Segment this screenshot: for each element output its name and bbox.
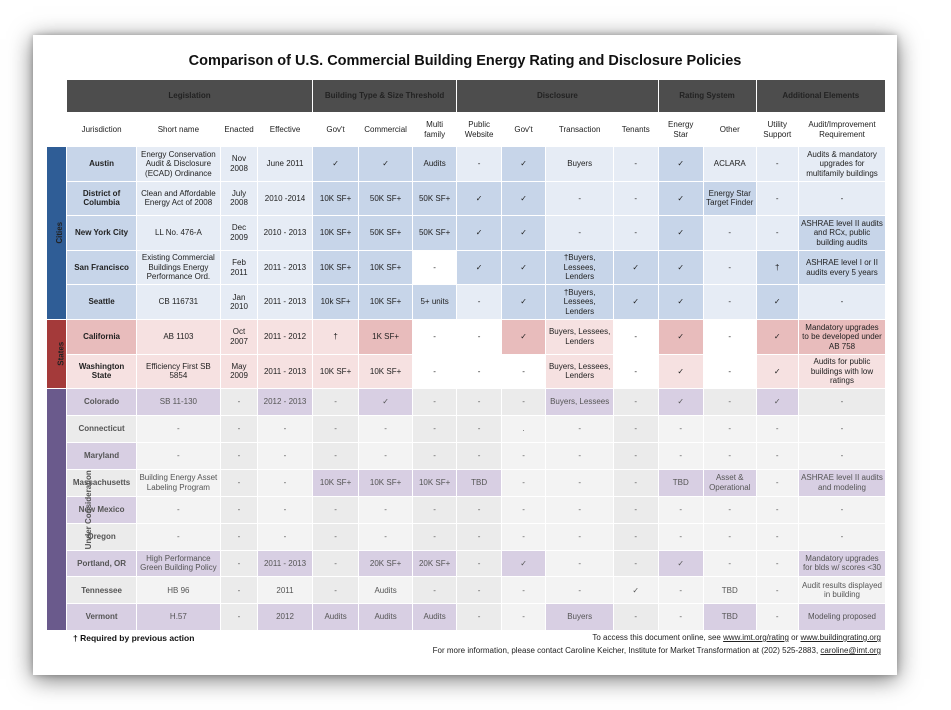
cell-energy-star: ✓ <box>658 181 703 216</box>
table-row <box>47 496 886 523</box>
table-row <box>47 469 886 496</box>
cell-multifamily: - <box>412 416 456 443</box>
group-disclosure: Disclosure <box>457 80 658 113</box>
cell-utility-support: - <box>756 523 798 550</box>
cell-tenants: - <box>614 389 659 416</box>
cell-energy-star: - <box>658 496 703 523</box>
cell-govt: 10K SF+ <box>312 469 358 496</box>
table-row <box>47 354 886 389</box>
cell-energy-star: ✓ <box>658 550 703 577</box>
cell-public-website: ✓ <box>457 250 501 285</box>
contact-email-link[interactable]: caroline@imt.org <box>820 646 881 655</box>
cell-effective: - <box>258 416 313 443</box>
cell-jurisdiction: Vermont <box>67 604 137 631</box>
cell-effective: - <box>258 496 313 523</box>
cell-utility-support: - <box>756 577 798 604</box>
cell-govt: - <box>312 496 358 523</box>
cell-public-website: - <box>457 604 501 631</box>
section-label: Under Consideration <box>83 470 93 550</box>
cell-public-website: - <box>457 496 501 523</box>
cell-audit-requirement: - <box>798 523 885 550</box>
section-under-consideration <box>47 389 93 631</box>
cell-other: ACLARA <box>703 147 756 182</box>
cell-disclosure-govt: ✓ <box>501 285 545 320</box>
cell-govt: ✓ <box>312 147 358 182</box>
cell-audit-requirement: - <box>798 442 885 469</box>
col-commercial: Commercial <box>359 113 413 147</box>
cell-transaction: - <box>546 496 614 523</box>
cell-multifamily: - <box>412 496 456 523</box>
cell-effective: 2011 - 2013 <box>258 250 313 285</box>
col-audit-requirement: Audit/Improvement Requirement <box>798 113 885 147</box>
cell-commercial: 20K SF+ <box>359 550 413 577</box>
table-row <box>47 416 886 443</box>
cell-disclosure-govt: ✓ <box>501 147 545 182</box>
cell-other: TBD <box>703 604 756 631</box>
cell-enacted: - <box>220 496 257 523</box>
cell-effective: 2011 - 2012 <box>258 319 313 354</box>
cell-tenants: - <box>614 147 659 182</box>
table-row <box>47 442 886 469</box>
cell-commercial: Audits <box>359 604 413 631</box>
cell-enacted: - <box>220 389 257 416</box>
cell-other: - <box>703 354 756 389</box>
col-utility-support: Utility Support <box>756 113 798 147</box>
cell-other: - <box>703 442 756 469</box>
cell-govt: 10k SF+ <box>312 285 358 320</box>
cell-enacted: Feb 2011 <box>220 250 257 285</box>
cell-commercial: 10K SF+ <box>359 354 413 389</box>
cell-energy-star: TBD <box>658 469 703 496</box>
cell-multifamily: Audits <box>412 147 456 182</box>
col-other: Other <box>703 113 756 147</box>
cell-utility-support: ✓ <box>756 285 798 320</box>
cell-utility-support: - <box>756 416 798 443</box>
cell-jurisdiction: Washington State <box>67 354 137 389</box>
cell-govt: Audits <box>312 604 358 631</box>
cell-commercial: Audits <box>359 577 413 604</box>
cell-govt: - <box>312 550 358 577</box>
cell-public-website: - <box>457 523 501 550</box>
cell-short-name: LL No. 476-A <box>136 216 220 251</box>
cell-tenants: - <box>614 319 659 354</box>
cell-transaction: - <box>546 181 614 216</box>
cell-public-website: - <box>457 147 501 182</box>
cell-short-name: Efficiency First SB 5854 <box>136 354 220 389</box>
cell-commercial: - <box>359 416 413 443</box>
contact-line <box>433 646 881 655</box>
cell-audit-requirement: ASHRAE level II audits and RCx, public building audits <box>798 216 885 251</box>
cell-public-website: - <box>457 577 501 604</box>
group-legislation: Legislation <box>67 80 313 113</box>
cell-energy-star: ✓ <box>658 285 703 320</box>
access-text: To access this document online, see <box>592 633 721 642</box>
cell-jurisdiction: New York City <box>67 216 137 251</box>
cell-disclosure-govt: - <box>501 496 545 523</box>
cell-multifamily: Audits <box>412 604 456 631</box>
cell-govt: † <box>312 319 358 354</box>
cell-multifamily: - <box>412 577 456 604</box>
document-page <box>33 35 897 675</box>
cell-energy-star: ✓ <box>658 354 703 389</box>
cell-enacted: Jan 2010 <box>220 285 257 320</box>
cell-enacted: July 2008 <box>220 181 257 216</box>
cell-short-name: CB 116731 <box>136 285 220 320</box>
cell-effective: 2011 - 2013 <box>258 285 313 320</box>
cell-public-website: - <box>457 389 501 416</box>
cell-multifamily: - <box>412 523 456 550</box>
cell-public-website: - <box>457 319 501 354</box>
cell-audit-requirement: Audit results displayed in building <box>798 577 885 604</box>
table-row <box>47 604 886 631</box>
cell-jurisdiction: Maryland <box>67 442 137 469</box>
cell-jurisdiction: Colorado <box>67 389 137 416</box>
cell-effective: - <box>258 469 313 496</box>
col-jurisdiction: Jurisdiction <box>67 113 137 147</box>
cell-commercial: - <box>359 496 413 523</box>
cell-jurisdiction: Connecticut <box>67 416 137 443</box>
cell-short-name: - <box>136 442 220 469</box>
cell-other: - <box>703 523 756 550</box>
cell-tenants: ✓ <box>614 285 659 320</box>
page-title: Comparison of U.S. Commercial Building Energy Rating and Disclosure Policies <box>188 53 742 69</box>
cell-utility-support: - <box>756 550 798 577</box>
col-tenants: Tenants <box>614 113 659 147</box>
cell-short-name: Existing Commercial Buildings Energy Performance Ord. <box>136 250 220 285</box>
cell-energy-star: - <box>658 442 703 469</box>
cell-govt: - <box>312 389 358 416</box>
cell-effective: June 2011 <box>258 147 313 182</box>
cell-audit-requirement: - <box>798 496 885 523</box>
cell-public-website: - <box>457 416 501 443</box>
group-additional-elements: Additional Elements <box>756 80 885 113</box>
footnote: † Required by previous action <box>73 633 195 643</box>
cell-transaction: Buyers <box>546 147 614 182</box>
cell-short-name: AB 1103 <box>136 319 220 354</box>
cell-govt: 10K SF+ <box>312 181 358 216</box>
cell-multifamily: - <box>412 389 456 416</box>
cell-audit-requirement: - <box>798 416 885 443</box>
cell-effective: - <box>258 442 313 469</box>
cell-effective: 2010 - 2013 <box>258 216 313 251</box>
subheader-corner <box>47 113 67 147</box>
cell-other: - <box>703 389 756 416</box>
cell-utility-support: - <box>756 496 798 523</box>
cell-short-name: Clean and Affordable Energy Act of 2008 <box>136 181 220 216</box>
cell-utility-support: - <box>756 604 798 631</box>
cell-jurisdiction: California <box>67 319 137 354</box>
cell-transaction: - <box>546 523 614 550</box>
cell-effective: 2012 <box>258 604 313 631</box>
cell-public-website: ✓ <box>457 181 501 216</box>
cell-enacted: - <box>220 469 257 496</box>
cell-tenants: - <box>614 523 659 550</box>
table-body <box>47 147 886 631</box>
cell-disclosure-govt: - <box>501 389 545 416</box>
cell-transaction: - <box>546 442 614 469</box>
cell-short-name: - <box>136 523 220 550</box>
col-multifamily: Multi family <box>412 113 456 147</box>
cell-short-name: HB 96 <box>136 577 220 604</box>
cell-enacted: - <box>220 577 257 604</box>
cell-transaction: Buyers, Lessees <box>546 389 614 416</box>
section-states <box>47 319 67 388</box>
cell-multifamily: - <box>412 354 456 389</box>
contact-text: For more information, please contact Caroline Keicher, Institute for Market Transformation at (202) 525-2883, <box>432 646 819 655</box>
col-short-name: Short name <box>136 113 220 147</box>
cell-jurisdiction: Austin <box>67 147 137 182</box>
col-effective: Effective <box>258 113 313 147</box>
cell-audit-requirement: Modeling proposed <box>798 604 885 631</box>
cell-energy-star: - <box>658 604 703 631</box>
cell-commercial: 10K SF+ <box>359 250 413 285</box>
cell-tenants: - <box>614 469 659 496</box>
cell-tenants: ✓ <box>614 250 659 285</box>
cell-energy-star: ✓ <box>658 389 703 416</box>
cell-transaction: Buyers <box>546 604 614 631</box>
access-line <box>592 633 881 642</box>
cell-disclosure-govt: ✓ <box>501 550 545 577</box>
cell-jurisdiction: New Mexico <box>67 496 137 523</box>
cell-other: - <box>703 416 756 443</box>
cell-effective: 2011 - 2013 <box>258 354 313 389</box>
cell-jurisdiction: Tennessee <box>67 577 137 604</box>
cell-public-website: TBD <box>457 469 501 496</box>
cell-commercial: 1K SF+ <box>359 319 413 354</box>
cell-tenants: - <box>614 354 659 389</box>
cell-multifamily: 50K SF+ <box>412 181 456 216</box>
cell-audit-requirement: - <box>798 389 885 416</box>
cell-transaction: Buyers, Lessees, Lenders <box>546 319 614 354</box>
cell-transaction: - <box>546 577 614 604</box>
cell-commercial: - <box>359 523 413 550</box>
cell-short-name: - <box>136 496 220 523</box>
cell-utility-support: - <box>756 147 798 182</box>
cell-commercial: 10K SF+ <box>359 285 413 320</box>
cell-tenants: - <box>614 416 659 443</box>
access-or: or <box>791 633 799 642</box>
cell-govt: - <box>312 577 358 604</box>
cell-other: - <box>703 550 756 577</box>
cell-enacted: - <box>220 550 257 577</box>
cell-multifamily: 20K SF+ <box>412 550 456 577</box>
cell-effective: 2010 -2014 <box>258 181 313 216</box>
cell-govt: - <box>312 442 358 469</box>
cell-multifamily: - <box>412 319 456 354</box>
cell-disclosure-govt: - <box>501 577 545 604</box>
cell-short-name: SB 11-130 <box>136 389 220 416</box>
col-transaction: Transaction <box>546 113 614 147</box>
cell-other: Asset & Operational <box>703 469 756 496</box>
policy-table <box>46 79 886 631</box>
cell-tenants: - <box>614 442 659 469</box>
cell-transaction: - <box>546 469 614 496</box>
cell-enacted: Nov 2008 <box>220 147 257 182</box>
cell-multifamily: 50K SF+ <box>412 216 456 251</box>
cell-transaction: †Buyers, Lessees, Lenders <box>546 250 614 285</box>
cell-govt: - <box>312 416 358 443</box>
cell-energy-star: ✓ <box>658 216 703 251</box>
table-row <box>47 250 886 285</box>
cell-energy-star: - <box>658 523 703 550</box>
cell-effective: - <box>258 523 313 550</box>
cell-multifamily: - <box>412 442 456 469</box>
cell-effective: 2011 <box>258 577 313 604</box>
cell-utility-support: - <box>756 469 798 496</box>
cell-energy-star: - <box>658 416 703 443</box>
cell-enacted: - <box>220 523 257 550</box>
cell-public-website: - <box>457 442 501 469</box>
table-row <box>47 389 886 416</box>
cell-multifamily: 10K SF+ <box>412 469 456 496</box>
cell-enacted: - <box>220 442 257 469</box>
group-building-type: Building Type & Size Threshold <box>312 80 457 113</box>
cell-effective: 2011 - 2013 <box>258 550 313 577</box>
cell-short-name: Building Energy Asset Labeling Program <box>136 469 220 496</box>
cell-commercial: 50K SF+ <box>359 216 413 251</box>
group-rating-system: Rating System <box>658 80 756 113</box>
cell-short-name: - <box>136 416 220 443</box>
cell-govt: 10K SF+ <box>312 216 358 251</box>
cell-disclosure-govt: . <box>501 416 545 443</box>
cell-other: - <box>703 250 756 285</box>
cell-utility-support: ✓ <box>756 319 798 354</box>
cell-jurisdiction: Oregon <box>67 523 137 550</box>
section-label: States <box>56 342 66 367</box>
col-govt: Gov't <box>312 113 358 147</box>
cell-jurisdiction: Seattle <box>67 285 137 320</box>
cell-commercial: - <box>359 442 413 469</box>
buildingrating-link[interactable]: www.buildingrating.org <box>800 633 881 642</box>
cell-other: - <box>703 285 756 320</box>
cell-tenants: - <box>614 216 659 251</box>
cell-jurisdiction: District of Columbia <box>67 181 137 216</box>
col-energy-star: Energy Star <box>658 113 703 147</box>
cell-energy-star: - <box>658 577 703 604</box>
cell-disclosure-govt: - <box>501 604 545 631</box>
section-label: Cities <box>55 222 65 244</box>
table-row <box>47 216 886 251</box>
imt-rating-link[interactable]: www.imt.org/rating <box>723 633 789 642</box>
cell-disclosure-govt: - <box>501 469 545 496</box>
cell-commercial: 10K SF+ <box>359 469 413 496</box>
cell-jurisdiction: San Francisco <box>67 250 137 285</box>
cell-disclosure-govt: ✓ <box>501 216 545 251</box>
cell-disclosure-govt: - <box>501 523 545 550</box>
cell-audit-requirement: Mandatory upgrades to be developed under AB 758 <box>798 319 885 354</box>
cell-energy-star: ✓ <box>658 147 703 182</box>
cell-transaction: - <box>546 550 614 577</box>
cell-commercial: ✓ <box>359 147 413 182</box>
cell-commercial: 50K SF+ <box>359 181 413 216</box>
cell-energy-star: ✓ <box>658 319 703 354</box>
cell-utility-support: ✓ <box>756 389 798 416</box>
col-public-website: Public Website <box>457 113 501 147</box>
cell-disclosure-govt: - <box>501 354 545 389</box>
cell-other: - <box>703 216 756 251</box>
cell-govt: 10K SF+ <box>312 250 358 285</box>
cell-audit-requirement: Mandatory upgrades for blds w/ scores <30 <box>798 550 885 577</box>
cell-public-website: - <box>457 354 501 389</box>
cell-audit-requirement: Audits for public buildings with low ratings <box>798 354 885 389</box>
section-cities <box>47 147 67 320</box>
cell-utility-support: - <box>756 181 798 216</box>
cell-govt: 10K SF+ <box>312 354 358 389</box>
table-row <box>47 550 886 577</box>
cell-multifamily: 5+ units <box>412 285 456 320</box>
cell-audit-requirement: Audits & mandatory upgrades for multifamily buildings <box>798 147 885 182</box>
cell-commercial: ✓ <box>359 389 413 416</box>
cell-audit-requirement: - <box>798 285 885 320</box>
cell-disclosure-govt: ✓ <box>501 250 545 285</box>
cell-disclosure-govt: ✓ <box>501 319 545 354</box>
cell-other: - <box>703 319 756 354</box>
cell-short-name: H.57 <box>136 604 220 631</box>
cell-public-website: ✓ <box>457 216 501 251</box>
cell-enacted: May 2009 <box>220 354 257 389</box>
cell-transaction: Buyers, Lessees, Lenders <box>546 354 614 389</box>
cell-utility-support: ✓ <box>756 354 798 389</box>
cell-tenants: - <box>614 496 659 523</box>
cell-jurisdiction: Portland, OR <box>67 550 137 577</box>
table-row <box>47 523 886 550</box>
cell-public-website: - <box>457 285 501 320</box>
cell-transaction: †Buyers, Lessees, Lenders <box>546 285 614 320</box>
cell-effective: 2012 - 2013 <box>258 389 313 416</box>
cell-short-name: Energy Conservation Audit & Disclosure (ECAD) Ordinance <box>136 147 220 182</box>
cell-govt: - <box>312 523 358 550</box>
cell-utility-support: - <box>756 442 798 469</box>
cell-utility-support: - <box>756 216 798 251</box>
cell-tenants: ✓ <box>614 577 659 604</box>
table-row <box>47 147 886 182</box>
cell-tenants: - <box>614 604 659 631</box>
cell-enacted: Dec 2009 <box>220 216 257 251</box>
cell-disclosure-govt: - <box>501 442 545 469</box>
cell-other: TBD <box>703 577 756 604</box>
table-row <box>47 181 886 216</box>
table-row <box>47 285 886 320</box>
cell-multifamily: - <box>412 250 456 285</box>
cell-tenants: - <box>614 550 659 577</box>
header-corner <box>47 80 67 113</box>
cell-transaction: - <box>546 216 614 251</box>
cell-enacted: - <box>220 416 257 443</box>
col-disclosure-govt: Gov't <box>501 113 545 147</box>
cell-audit-requirement: ASHRAE level I or II audits every 5 years <box>798 250 885 285</box>
cell-transaction: - <box>546 416 614 443</box>
cell-enacted: Oct 2007 <box>220 319 257 354</box>
cell-other: - <box>703 496 756 523</box>
table-row <box>47 319 886 354</box>
cell-audit-requirement: - <box>798 181 885 216</box>
cell-utility-support: † <box>756 250 798 285</box>
col-enacted: Enacted <box>220 113 257 147</box>
cell-energy-star: ✓ <box>658 250 703 285</box>
cell-tenants: - <box>614 181 659 216</box>
cell-disclosure-govt: ✓ <box>501 181 545 216</box>
cell-short-name: High Performance Green Building Policy <box>136 550 220 577</box>
table-row <box>47 577 886 604</box>
cell-audit-requirement: ASHRAE level II audits and modeling <box>798 469 885 496</box>
cell-other: Energy Star Target Finder <box>703 181 756 216</box>
cell-public-website: - <box>457 550 501 577</box>
cell-enacted: - <box>220 604 257 631</box>
cell-jurisdiction: Massachusetts <box>67 469 137 496</box>
